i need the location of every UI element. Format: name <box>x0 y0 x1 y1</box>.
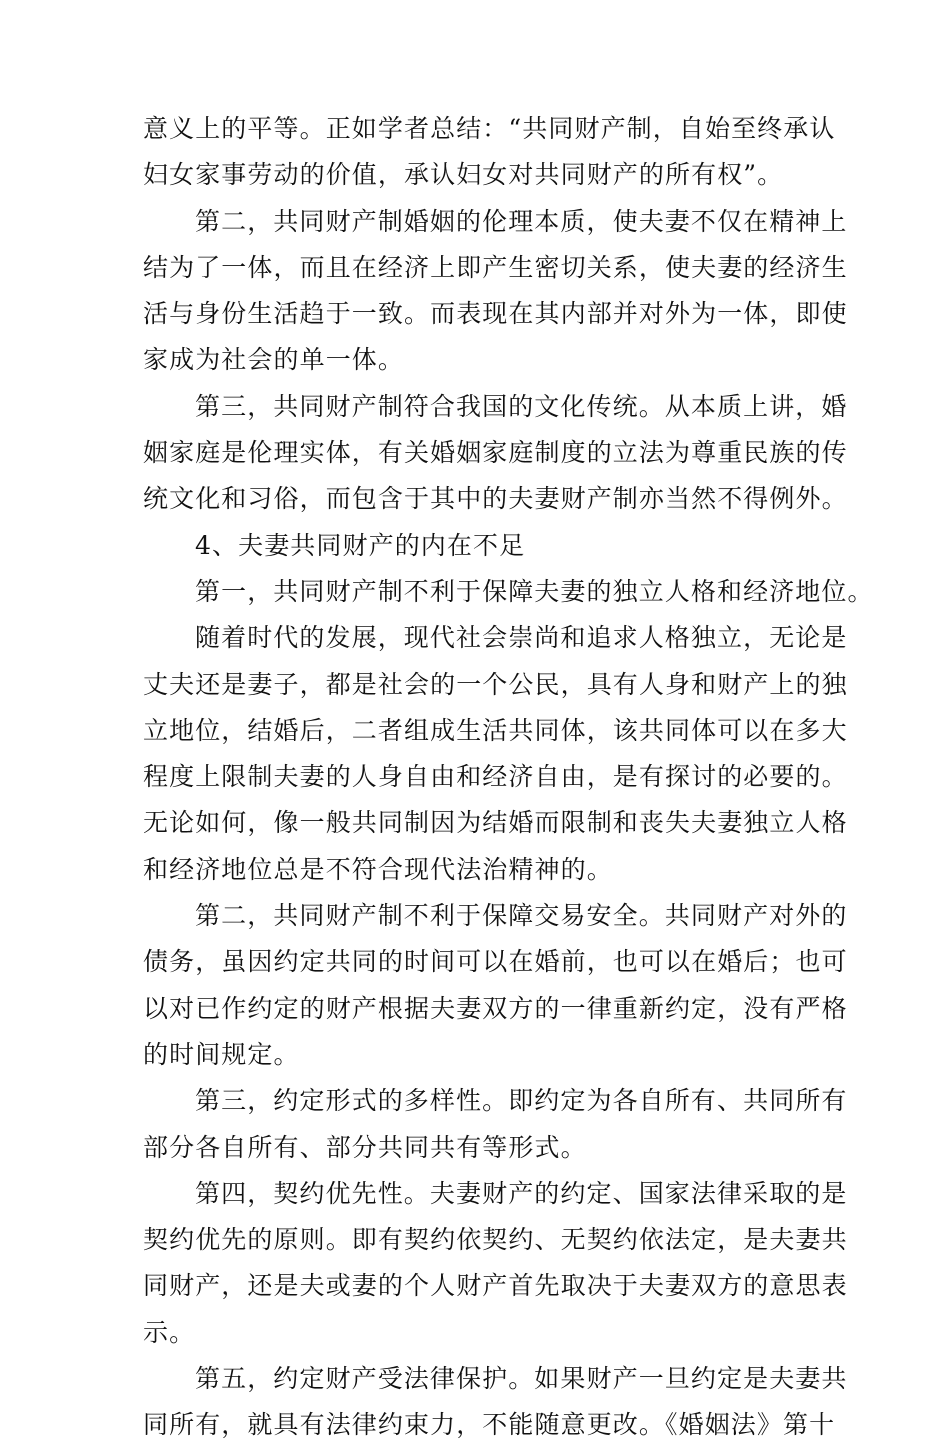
text-line: 同所有，就具有法律约束力，不能随意更改。《婚姻法》第十 <box>143 1410 836 1440</box>
text-line: 程度上限制夫妻的人身自由和经济自由，是有探讨的必要的。 <box>143 762 848 792</box>
text-line: 结为了一体，而且在经济上即产生密切关系，使夫妻的经济生 <box>143 252 848 282</box>
text-line: 家成为社会的单一体。 <box>143 345 405 375</box>
text-line: 妇女家事劳动的价值，承认妇女对共同财产的所有权”。 <box>143 160 784 190</box>
text-line: 姻家庭是伦理实体，有关婚姻家庭制度的立法为尊重民族的传 <box>143 438 848 468</box>
paragraph-first-line: 随着时代的发展，现代社会崇尚和追求人格独立，无论是 <box>195 623 848 653</box>
text-line: 和经济地位总是不符合现代法治精神的。 <box>143 854 613 884</box>
paragraph-first-line: 第二，共同财产制婚姻的伦理本质，使夫妻不仅在精神上 <box>195 206 848 236</box>
text-line: 的时间规定。 <box>143 1039 300 1069</box>
text-line: 以对已作约定的财产根据夫妻双方的一律重新约定，没有严格 <box>143 993 848 1023</box>
text-line: 统文化和习俗，而包含于其中的夫妻财产制亦当然不得例外。 <box>143 484 848 514</box>
paragraph-first-line: 第三，约定形式的多样性。即约定为各自所有、共同所有 <box>195 1086 848 1116</box>
paragraph-first-line: 第三，共同财产制符合我国的文化传统。从本质上讲，婚 <box>195 391 848 421</box>
text-line: 契约优先的原则。即有契约依契约、无契约依法定，是夫妻共 <box>143 1225 848 1255</box>
text-line: 无论如何，像一般共同制因为结婚而限制和丧失夫妻独立人格 <box>143 808 848 838</box>
text-line: 债务，虽因约定共同的时间可以在婚前，也可以在婚后；也可 <box>143 947 848 977</box>
text-line: 示。 <box>143 1317 196 1347</box>
text-line: 同财产，还是夫或妻的个人财产首先取决于夫妻双方的意思表 <box>143 1271 848 1301</box>
document-body <box>143 106 874 1449</box>
text-line: 丈夫还是妻子，都是社会的一个公民，具有人身和财产上的独 <box>143 669 848 699</box>
paragraph-first-line: 第二，共同财产制不利于保障交易安全。共同财产对外的 <box>195 901 848 931</box>
text-line: 部分各自所有、部分共同共有等形式。 <box>143 1132 587 1162</box>
paragraph-first-line: 第五，约定财产受法律保护。如果财产一旦约定是夫妻共 <box>195 1364 848 1394</box>
paragraph-first-line: 第一，共同财产制不利于保障夫妻的独立人格和经济地位。 <box>195 576 874 606</box>
text-line: 活与身份生活趋于一致。而表现在其内部并对外为一体，即使 <box>143 299 848 329</box>
paragraph-first-line: 第四，契约优先性。夫妻财产的约定、国家法律采取的是 <box>195 1178 848 1208</box>
paragraph-first-line: 4、夫妻共同财产的内在不足 <box>195 530 526 560</box>
text-line: 意义上的平等。正如学者总结：“共同财产制，自始至终承认 <box>143 114 836 143</box>
text-line: 立地位，结婚后，二者组成生活共同体，该共同体可以在多大 <box>143 715 848 745</box>
